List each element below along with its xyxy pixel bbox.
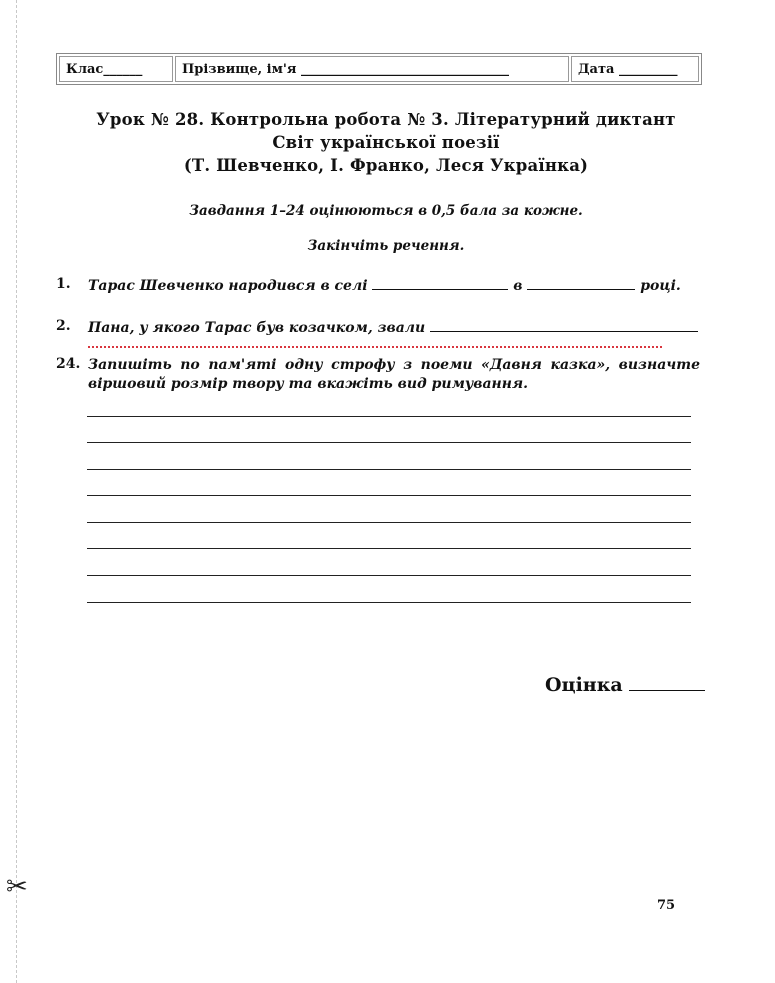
lesson-title: Урок № 28. Контрольна робота № 3. Літературний диктант (96, 110, 676, 129)
lesson-subtitle: Світ української поезії (272, 133, 500, 152)
answer-line[interactable] (87, 522, 691, 523)
omission-divider (88, 346, 662, 348)
answer-blank[interactable] (372, 276, 508, 290)
cut-line (16, 0, 17, 983)
answer-line[interactable] (87, 548, 691, 549)
answer-line[interactable] (87, 442, 691, 443)
page-number: 75 (657, 898, 676, 913)
grade-label: Оцінка (545, 674, 623, 696)
task-number: 24. (56, 356, 81, 372)
task-text: Тарас Шевченко народився в селі (88, 278, 368, 294)
task-1 (56, 276, 706, 296)
task-2 (56, 318, 706, 338)
lesson-authors: (Т. Шевченко, І. Франко, Леся Українка) (183, 156, 589, 175)
task-24 (56, 356, 706, 396)
class-field[interactable]: Клас______ (59, 56, 173, 82)
answer-line[interactable] (87, 602, 691, 603)
task-text: Запишіть по пам'яті одну строфу з поеми «Давня казка», визначте віршовий розмір твору та вкажіть вид римування. (88, 357, 700, 392)
task-text: році. (640, 278, 681, 294)
answer-line[interactable] (87, 495, 691, 496)
name-field[interactable]: Прізвище, ім'я ________________________________ (175, 56, 569, 82)
grade-blank[interactable] (629, 672, 705, 691)
scissors-icon: ✂ (6, 872, 28, 902)
answer-line[interactable] (87, 416, 691, 417)
answer-line[interactable] (87, 575, 691, 576)
complete-instruction: Закінчіть речення. (307, 238, 465, 254)
answer-line[interactable] (87, 469, 691, 470)
task-text: в (513, 278, 523, 294)
grading-instruction: Завдання 1–24 оцінюються в 0,5 бала за кожне. (189, 203, 583, 219)
task-number: 2. (56, 318, 71, 334)
student-info-table (56, 53, 702, 85)
task-text: Пана, у якого Тарас був козачком, звали (88, 320, 426, 336)
answer-blank[interactable] (430, 318, 698, 332)
grade-field (545, 672, 705, 696)
task-number: 1. (56, 276, 71, 292)
answer-blank[interactable] (527, 276, 635, 290)
date-field[interactable]: Дата _________ (571, 56, 699, 82)
